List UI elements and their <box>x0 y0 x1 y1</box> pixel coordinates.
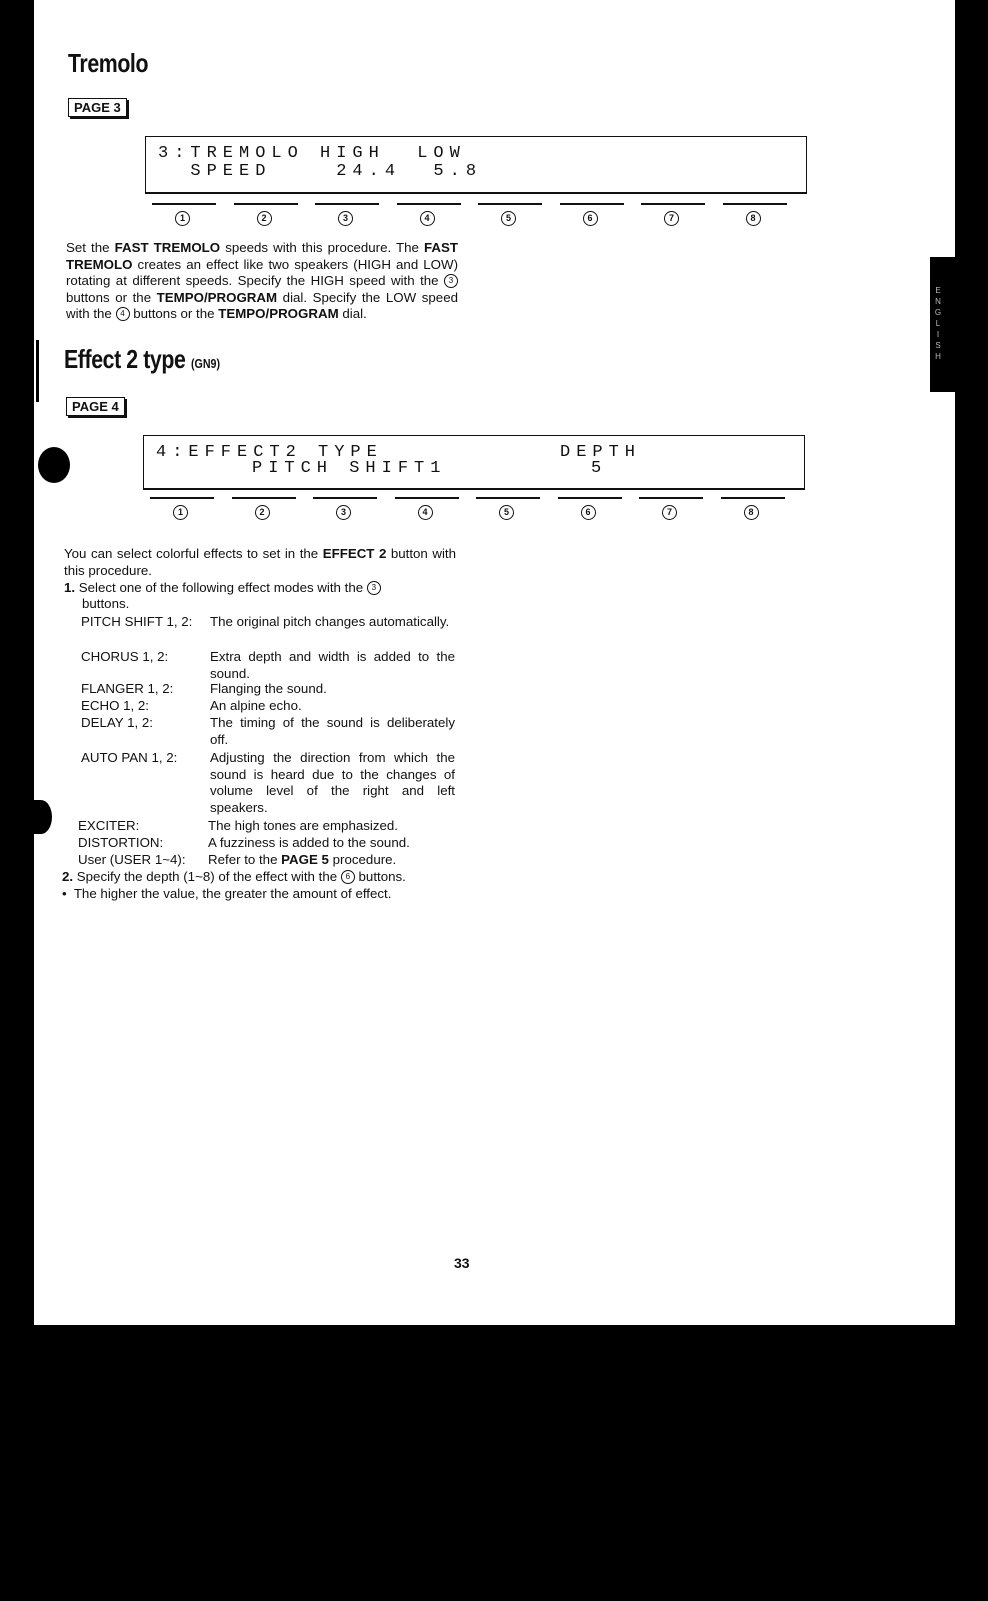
note-text: The higher the value, the greater the amount of effect. <box>73 886 392 901</box>
effect-mode-name: User (USER 1~4): <box>78 852 186 867</box>
button-7-bar[interactable] <box>639 497 703 499</box>
side-tab-letter: G <box>934 308 942 317</box>
effect-mode-name: ECHO 1, 2: <box>81 698 149 713</box>
tremolo-description <box>66 240 458 323</box>
button-4-icon: 4 <box>420 211 435 226</box>
button-6-icon: 6 <box>583 211 598 226</box>
text: creates an effect like two speakers (HIGH and LOW) rotating at different speeds. Specify the HIGH speed with the <box>66 256 458 288</box>
text: dial. Specify the LOW speed with the <box>66 289 458 321</box>
text: buttons or the <box>129 306 219 321</box>
side-tab-letter: S <box>935 341 941 350</box>
effect2-intro <box>64 546 456 579</box>
bullet-icon: • <box>62 886 67 901</box>
button-3-icon: 3 <box>336 505 351 520</box>
button-4-bar[interactable] <box>395 497 459 499</box>
page3-label: PAGE 3 <box>68 98 127 117</box>
button-4-icon: 4 <box>116 307 130 321</box>
button-2-bar[interactable] <box>232 497 296 499</box>
effect-mode-description: A fuzziness is added to the sound. <box>208 835 410 850</box>
side-tab-letter: I <box>936 330 940 339</box>
step-1-continued: buttons. <box>82 596 130 611</box>
scan-left-edge <box>0 0 34 1325</box>
text: dial. <box>338 306 367 321</box>
button-5-icon: 5 <box>499 505 514 520</box>
lcd-display-page4 <box>143 435 805 490</box>
lcd-line-2: SPEED 24.4 5.8 <box>158 162 483 181</box>
effect-mode-name: CHORUS 1, 2: <box>81 649 169 664</box>
effect-mode-description: An alpine echo. <box>210 698 302 713</box>
lcd-line-2: PITCH SHIFT1 <box>252 459 447 478</box>
margin-mark <box>36 340 39 402</box>
binder-hole-mark <box>30 800 52 834</box>
lcd-display-page3 <box>145 136 807 194</box>
button-6-bar[interactable] <box>560 203 624 205</box>
button-3-bar[interactable] <box>315 203 379 205</box>
button-6-icon: 6 <box>581 505 596 520</box>
button-3-icon: 3 <box>338 211 353 226</box>
page5-term: PAGE 5 <box>281 852 329 867</box>
button-6-icon: 6 <box>341 870 355 884</box>
button-6-bar[interactable] <box>558 497 622 499</box>
button-1-icon: 1 <box>175 211 190 226</box>
button-4-bar[interactable] <box>397 203 461 205</box>
lcd-depth-value: 5 <box>591 459 608 478</box>
effect2-model: (GN9) <box>190 356 220 371</box>
step-text: Specify the depth (1~8) of the effect with the <box>76 869 338 884</box>
button-8-bar[interactable] <box>723 203 787 205</box>
text: Refer to the <box>208 852 282 867</box>
button-1-icon: 1 <box>173 505 188 520</box>
effect-mode-description: The original pitch changes automatically. <box>210 614 450 629</box>
fast-tremolo-term: FAST TREMOLO <box>114 240 221 255</box>
effect-mode-description: Flanging the sound. <box>210 681 327 696</box>
effect2-term: EFFECT 2 <box>322 546 387 561</box>
effect-mode-description: Extra depth and width is added to the sound. <box>210 649 455 681</box>
effect-mode-name: FLANGER 1, 2: <box>81 681 174 696</box>
side-tab-letters <box>933 285 943 362</box>
button-7-icon: 7 <box>664 211 679 226</box>
tempo-program-term: TEMPO/PROGRAM <box>156 289 278 305</box>
button-3-icon: 3 <box>444 274 458 288</box>
effect-mode-name: AUTO PAN 1, 2: <box>81 750 178 765</box>
button-5-icon: 5 <box>501 211 516 226</box>
fast-tremolo-term: FAST TREMOLO <box>66 240 458 272</box>
step-text: buttons. <box>358 869 406 884</box>
button-7-bar[interactable] <box>641 203 705 205</box>
binder-hole-mark <box>38 447 70 483</box>
button-1-bar[interactable] <box>152 203 216 205</box>
english-side-tab <box>930 257 988 392</box>
effect-mode-name: DISTORTION: <box>78 835 164 850</box>
button-7-icon: 7 <box>662 505 677 520</box>
text: speeds with this procedure. The <box>220 240 425 255</box>
effect2-title: Effect 2 type <box>64 344 186 374</box>
button-8-icon: 8 <box>744 505 759 520</box>
side-tab-letter: N <box>935 297 941 306</box>
tempo-program-term: TEMPO/PROGRAM <box>218 306 339 321</box>
button-4-icon: 4 <box>418 505 433 520</box>
button-3-icon: 3 <box>367 581 381 595</box>
effect-mode-name: EXCITER: <box>78 818 140 833</box>
button-8-bar[interactable] <box>721 497 785 499</box>
effect2-heading <box>64 344 220 375</box>
note-bullet <box>62 886 462 903</box>
lcd-depth-label: DEPTH <box>560 443 642 462</box>
lcd-line-1: 3:TREMOLO HIGH LOW <box>158 144 466 163</box>
side-tab-letter: H <box>935 352 941 361</box>
lcd-line-1: 4:EFFECT2 TYPE <box>156 443 383 462</box>
tremolo-heading: Tremolo <box>68 48 149 78</box>
step-number: 2. <box>62 869 74 884</box>
effect-mode-description: Adjusting the direction from which the sound is heard due to the changes of volume level of the right and left speakers. <box>210 750 455 815</box>
button-5-bar[interactable] <box>476 497 540 499</box>
effect-mode-description <box>208 852 453 869</box>
side-tab-letter: E <box>935 286 941 295</box>
effect-mode-name: PITCH SHIFT 1, 2: <box>81 614 193 629</box>
text: You can select colorful effects to set in the <box>64 546 323 561</box>
page4-label: PAGE 4 <box>66 397 125 416</box>
button-2-icon: 2 <box>255 505 270 520</box>
button-1-bar[interactable] <box>150 497 214 499</box>
text: Set the <box>66 240 115 255</box>
button-2-bar[interactable] <box>234 203 298 205</box>
text: procedure. <box>328 852 397 867</box>
step-number: 1. <box>64 580 76 595</box>
button-8-icon: 8 <box>746 211 761 226</box>
button-5-bar[interactable] <box>478 203 542 205</box>
button-3-bar[interactable] <box>313 497 377 499</box>
side-tab-letter: L <box>935 319 941 328</box>
step-1 <box>64 580 456 597</box>
page-number: 33 <box>454 1255 470 1271</box>
step-2 <box>62 869 462 886</box>
effect-mode-description: The timing of the sound is deliberately off. <box>210 715 455 747</box>
text: button with this procedure. <box>64 546 456 578</box>
effect-mode-name: DELAY 1, 2: <box>81 715 153 730</box>
step-text: Select one of the following effect modes with the <box>78 580 364 595</box>
effect-mode-description: The high tones are emphasized. <box>208 818 398 833</box>
text: buttons or the <box>66 289 157 305</box>
button-2-icon: 2 <box>257 211 272 226</box>
